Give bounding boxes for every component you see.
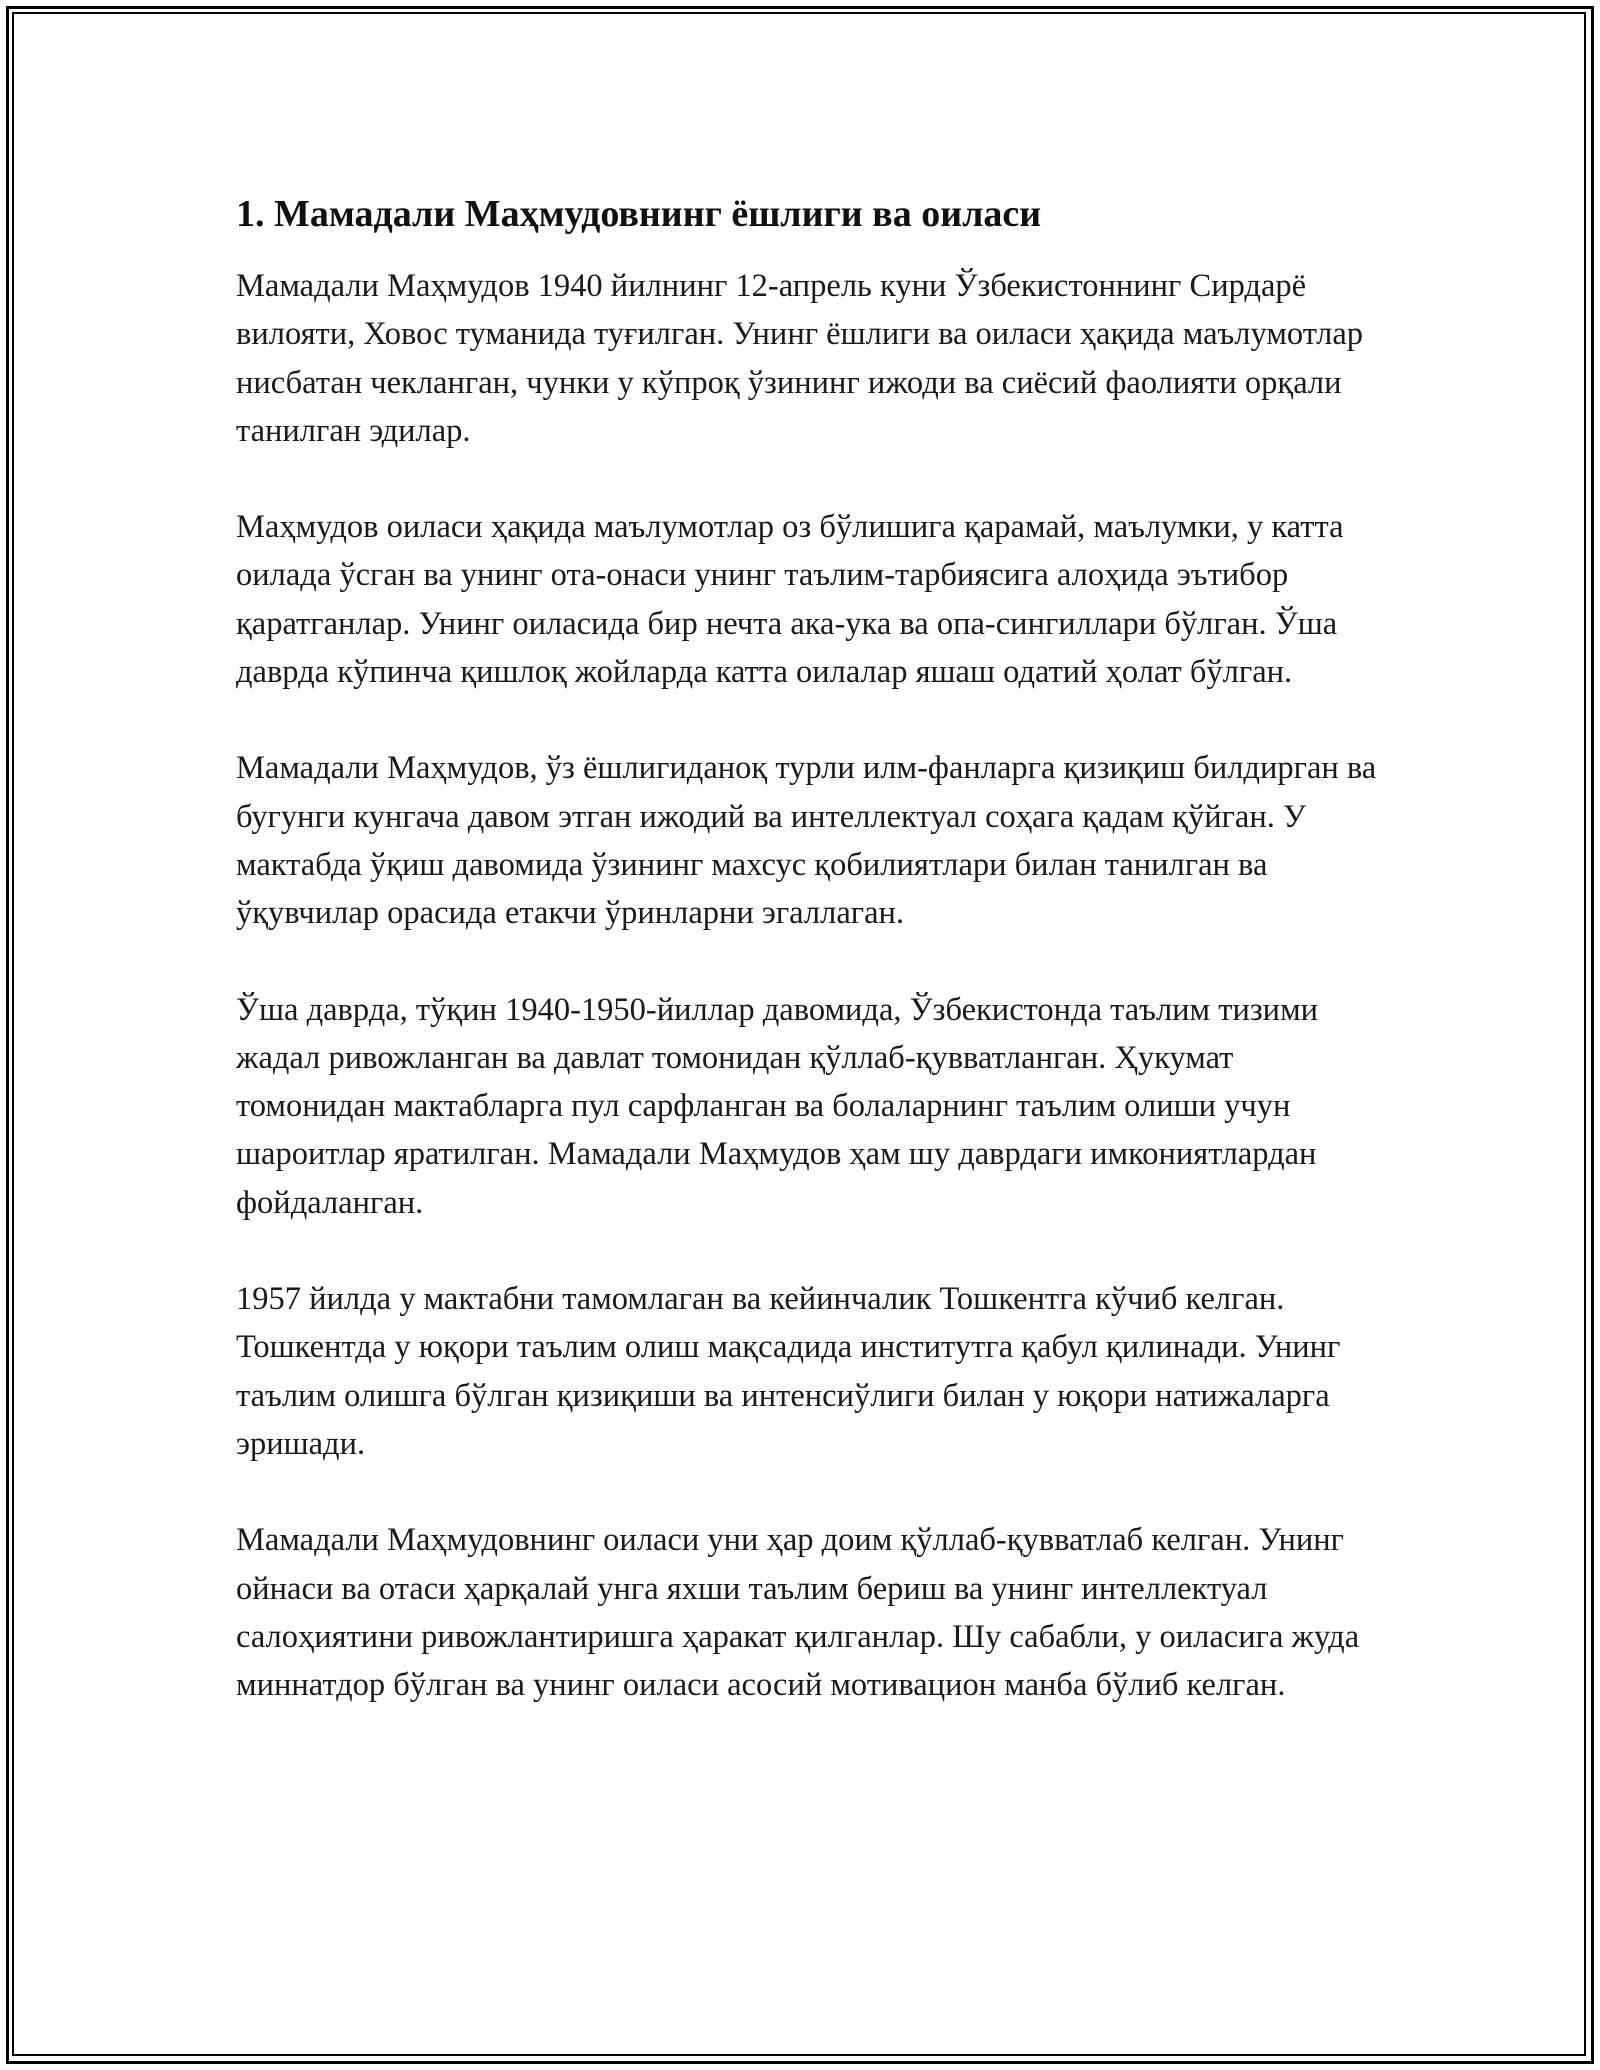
section-heading: 1. Мамадали Маҳмудовнинг ёшлиги ва оиласи	[236, 193, 1042, 235]
document-body	[236, 186, 1386, 1757]
paragraph-3: Мамадали Маҳмудов, ўз ёшлигиданоқ турли илм-фанларга қизиқиш билдирган ва бугунги кунгача давом этган ижодий ва интеллектуал соҳага қадам қўйган. У мактабда ўқиш давомида ўзининг махсус қобилиятлари билан танилган ва ўқувчилар орасида етакчи ўринларни эгаллаган.	[236, 750, 1377, 932]
paragraph-2: Маҳмудов оиласи ҳақида маълумотлар оз бўлишига қарамай, маълумки, у катта оилада ўсган ва унинг ота-онаси унинг таълим-тарбиясига алоҳида эътибор қаратганлар. Унинг оиласида бир нечта ака-ука ва опа-сингиллари бўлган. Ўша даврда кўпинча қишлоқ жойларда катта оилалар яшаш одатий ҳолат бўлган.	[236, 509, 1344, 691]
paragraph-1: Мамадали Маҳмудов 1940 йилнинг 12-апрель куни Ўзбекистоннинг Сирдарё вилояти, Ховос туманида туғилган. Унинг ёшлиги ва оиласи ҳақида маълумотлар нисбатан чекланган, чунки у кўпроқ ўзининг ижоди ва сиёсий фаолияти орқали танилган эдилар.	[236, 268, 1364, 449]
paragraph-6: Мамадали Маҳмудовнинг оиласи уни ҳар доим қўллаб-қувватлаб келган. Унинг ойнаси ва отаси ҳарқалай унга яхши таълим бериш ва унинг интеллектуал салоҳиятини ривожлантиришга ҳаракат қилганлар. Шу сабабли, у оиласига жуда миннатдор бўлган ва унинг оиласи асосий мотивацион манба бўлиб келган.	[236, 1522, 1360, 1704]
paragraph-4: Ўша даврда, тўқин 1940-1950-йиллар давомида, Ўзбекистонда таълим тизими жадал ривожланган ва давлат томонидан қўллаб-қувватланган. Ҳукумат томонидан мактабларга пул сарфланган ва болаларнинг таълим олиши учун шароитлар яратилган. Мамадали Маҳмудов ҳам шу даврдаги имкониятлардан фойдаланган.	[236, 991, 1319, 1221]
paragraph-5: 1957 йилда у мактабни тамомлаган ва кейинчалик Тошкентга кўчиб келган. Тошкентда у юқори таълим олиш мақсадида институтга қабул қилинади. Унинг таълим олишга бўлган қизиқиши ва интенсиўлиги билан у юқори натижаларга эришади.	[236, 1281, 1341, 1462]
